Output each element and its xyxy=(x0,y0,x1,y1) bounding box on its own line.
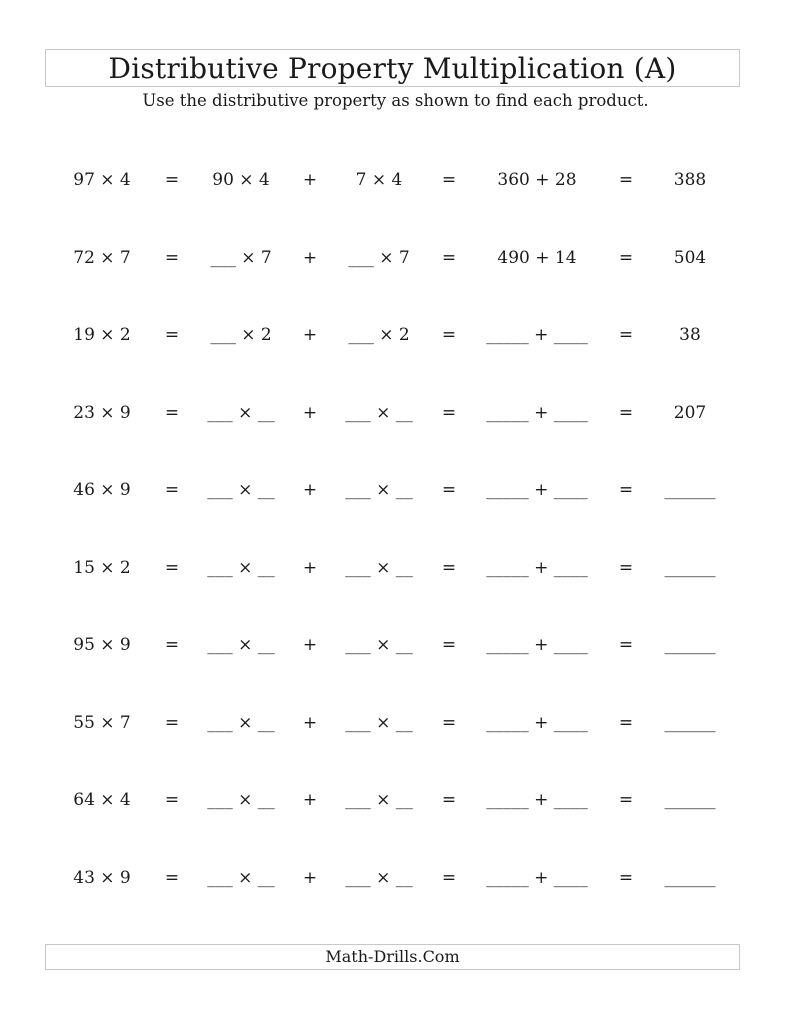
problem-question: 64 × 4 xyxy=(73,790,131,810)
problem-answer: 504 xyxy=(673,247,707,268)
second-partial-product: ___ × 2 xyxy=(348,325,410,345)
equals-sign: = xyxy=(164,247,180,268)
problem-answer: ______ xyxy=(664,480,716,500)
problem-question: 95 × 9 xyxy=(73,635,131,655)
first-partial-product: ___ × __ xyxy=(207,790,275,810)
equals-sign: = xyxy=(164,712,180,733)
second-partial-product: 7 × 4 xyxy=(355,170,403,190)
equals-sign: = xyxy=(164,635,180,655)
second-partial-product: ___ × __ xyxy=(345,712,413,733)
plus-sign: + xyxy=(302,867,318,888)
first-partial-product: ___ × __ xyxy=(207,712,275,733)
problem-row xyxy=(0,238,791,278)
partial-sum: _____ + ____ xyxy=(486,635,588,655)
equals-sign: = xyxy=(164,325,180,345)
first-partial-product: ___ × __ xyxy=(207,402,275,423)
equals-sign: = xyxy=(441,170,457,190)
problem-answer: ______ xyxy=(664,635,716,655)
plus-sign: + xyxy=(302,402,318,423)
plus-sign: + xyxy=(302,712,318,733)
problem-row xyxy=(0,315,791,355)
partial-sum: _____ + ____ xyxy=(486,867,588,888)
problem-row xyxy=(0,548,791,588)
first-partial-product: 90 × 4 xyxy=(212,170,270,190)
problem-row xyxy=(0,160,791,200)
problem-question: 72 × 7 xyxy=(73,247,131,268)
equals-sign: = xyxy=(441,247,457,268)
problem-question: 19 × 2 xyxy=(73,325,131,345)
partial-sum: 360 + 28 xyxy=(497,170,577,190)
equals-sign: = xyxy=(618,402,634,423)
problem-row xyxy=(0,780,791,820)
equals-sign: = xyxy=(164,557,180,578)
partial-sum: 490 + 14 xyxy=(497,247,577,268)
problem-row xyxy=(0,703,791,743)
partial-sum: _____ + ____ xyxy=(486,325,588,345)
partial-sum: _____ + ____ xyxy=(486,712,588,733)
second-partial-product: ___ × __ xyxy=(345,790,413,810)
problem-question: 55 × 7 xyxy=(73,712,131,733)
equals-sign: = xyxy=(164,790,180,810)
plus-sign: + xyxy=(302,790,318,810)
first-partial-product: ___ × __ xyxy=(207,557,275,578)
worksheet-instructions: Use the distributive property as shown to find each product. xyxy=(142,91,649,110)
second-partial-product: ___ × __ xyxy=(345,557,413,578)
equals-sign: = xyxy=(164,867,180,888)
second-partial-product: ___ × __ xyxy=(345,402,413,423)
equals-sign: = xyxy=(164,480,180,500)
first-partial-product: ___ × __ xyxy=(207,480,275,500)
second-partial-product: ___ × __ xyxy=(345,480,413,500)
plus-sign: + xyxy=(302,170,318,190)
problem-answer: ______ xyxy=(664,712,716,733)
problem-question: 15 × 2 xyxy=(73,557,131,578)
equals-sign: = xyxy=(441,402,457,423)
problem-question: 43 × 9 xyxy=(73,867,131,888)
partial-sum: _____ + ____ xyxy=(486,790,588,810)
plus-sign: + xyxy=(302,247,318,268)
problem-question: 97 × 4 xyxy=(73,170,131,190)
second-partial-product: ___ × __ xyxy=(345,867,413,888)
worksheet-title: Distributive Property Multiplication (A) xyxy=(45,49,740,87)
equals-sign: = xyxy=(441,325,457,345)
first-partial-product: ___ × __ xyxy=(207,867,275,888)
equals-sign: = xyxy=(441,712,457,733)
problem-answer: ______ xyxy=(664,557,716,578)
problem-answer: 38 xyxy=(679,325,701,345)
partial-sum: _____ + ____ xyxy=(486,557,588,578)
equals-sign: = xyxy=(441,635,457,655)
equals-sign: = xyxy=(618,325,634,345)
first-partial-product: ___ × 7 xyxy=(210,247,272,268)
problem-row xyxy=(0,393,791,433)
first-partial-product: ___ × __ xyxy=(207,635,275,655)
plus-sign: + xyxy=(302,480,318,500)
equals-sign: = xyxy=(441,867,457,888)
equals-sign: = xyxy=(618,712,634,733)
problem-answer: 388 xyxy=(673,170,707,190)
second-partial-product: ___ × __ xyxy=(345,635,413,655)
plus-sign: + xyxy=(302,557,318,578)
equals-sign: = xyxy=(618,480,634,500)
equals-sign: = xyxy=(441,790,457,810)
equals-sign: = xyxy=(618,247,634,268)
plus-sign: + xyxy=(302,635,318,655)
footer-site-name: Math-Drills.Com xyxy=(45,944,740,970)
equals-sign: = xyxy=(164,402,180,423)
equals-sign: = xyxy=(441,480,457,500)
equals-sign: = xyxy=(618,790,634,810)
plus-sign: + xyxy=(302,325,318,345)
equals-sign: = xyxy=(441,557,457,578)
problem-question: 46 × 9 xyxy=(73,480,131,500)
equals-sign: = xyxy=(618,635,634,655)
partial-sum: _____ + ____ xyxy=(486,402,588,423)
problem-answer: ______ xyxy=(664,790,716,810)
problem-answer: 207 xyxy=(673,402,707,423)
first-partial-product: ___ × 2 xyxy=(210,325,272,345)
problem-row xyxy=(0,625,791,665)
equals-sign: = xyxy=(618,557,634,578)
problem-answer: ______ xyxy=(664,867,716,888)
second-partial-product: ___ × 7 xyxy=(348,247,410,268)
equals-sign: = xyxy=(618,867,634,888)
equals-sign: = xyxy=(618,170,634,190)
equals-sign: = xyxy=(164,170,180,190)
partial-sum: _____ + ____ xyxy=(486,480,588,500)
problem-question: 23 × 9 xyxy=(73,402,131,423)
problem-row xyxy=(0,470,791,510)
problem-row xyxy=(0,858,791,898)
